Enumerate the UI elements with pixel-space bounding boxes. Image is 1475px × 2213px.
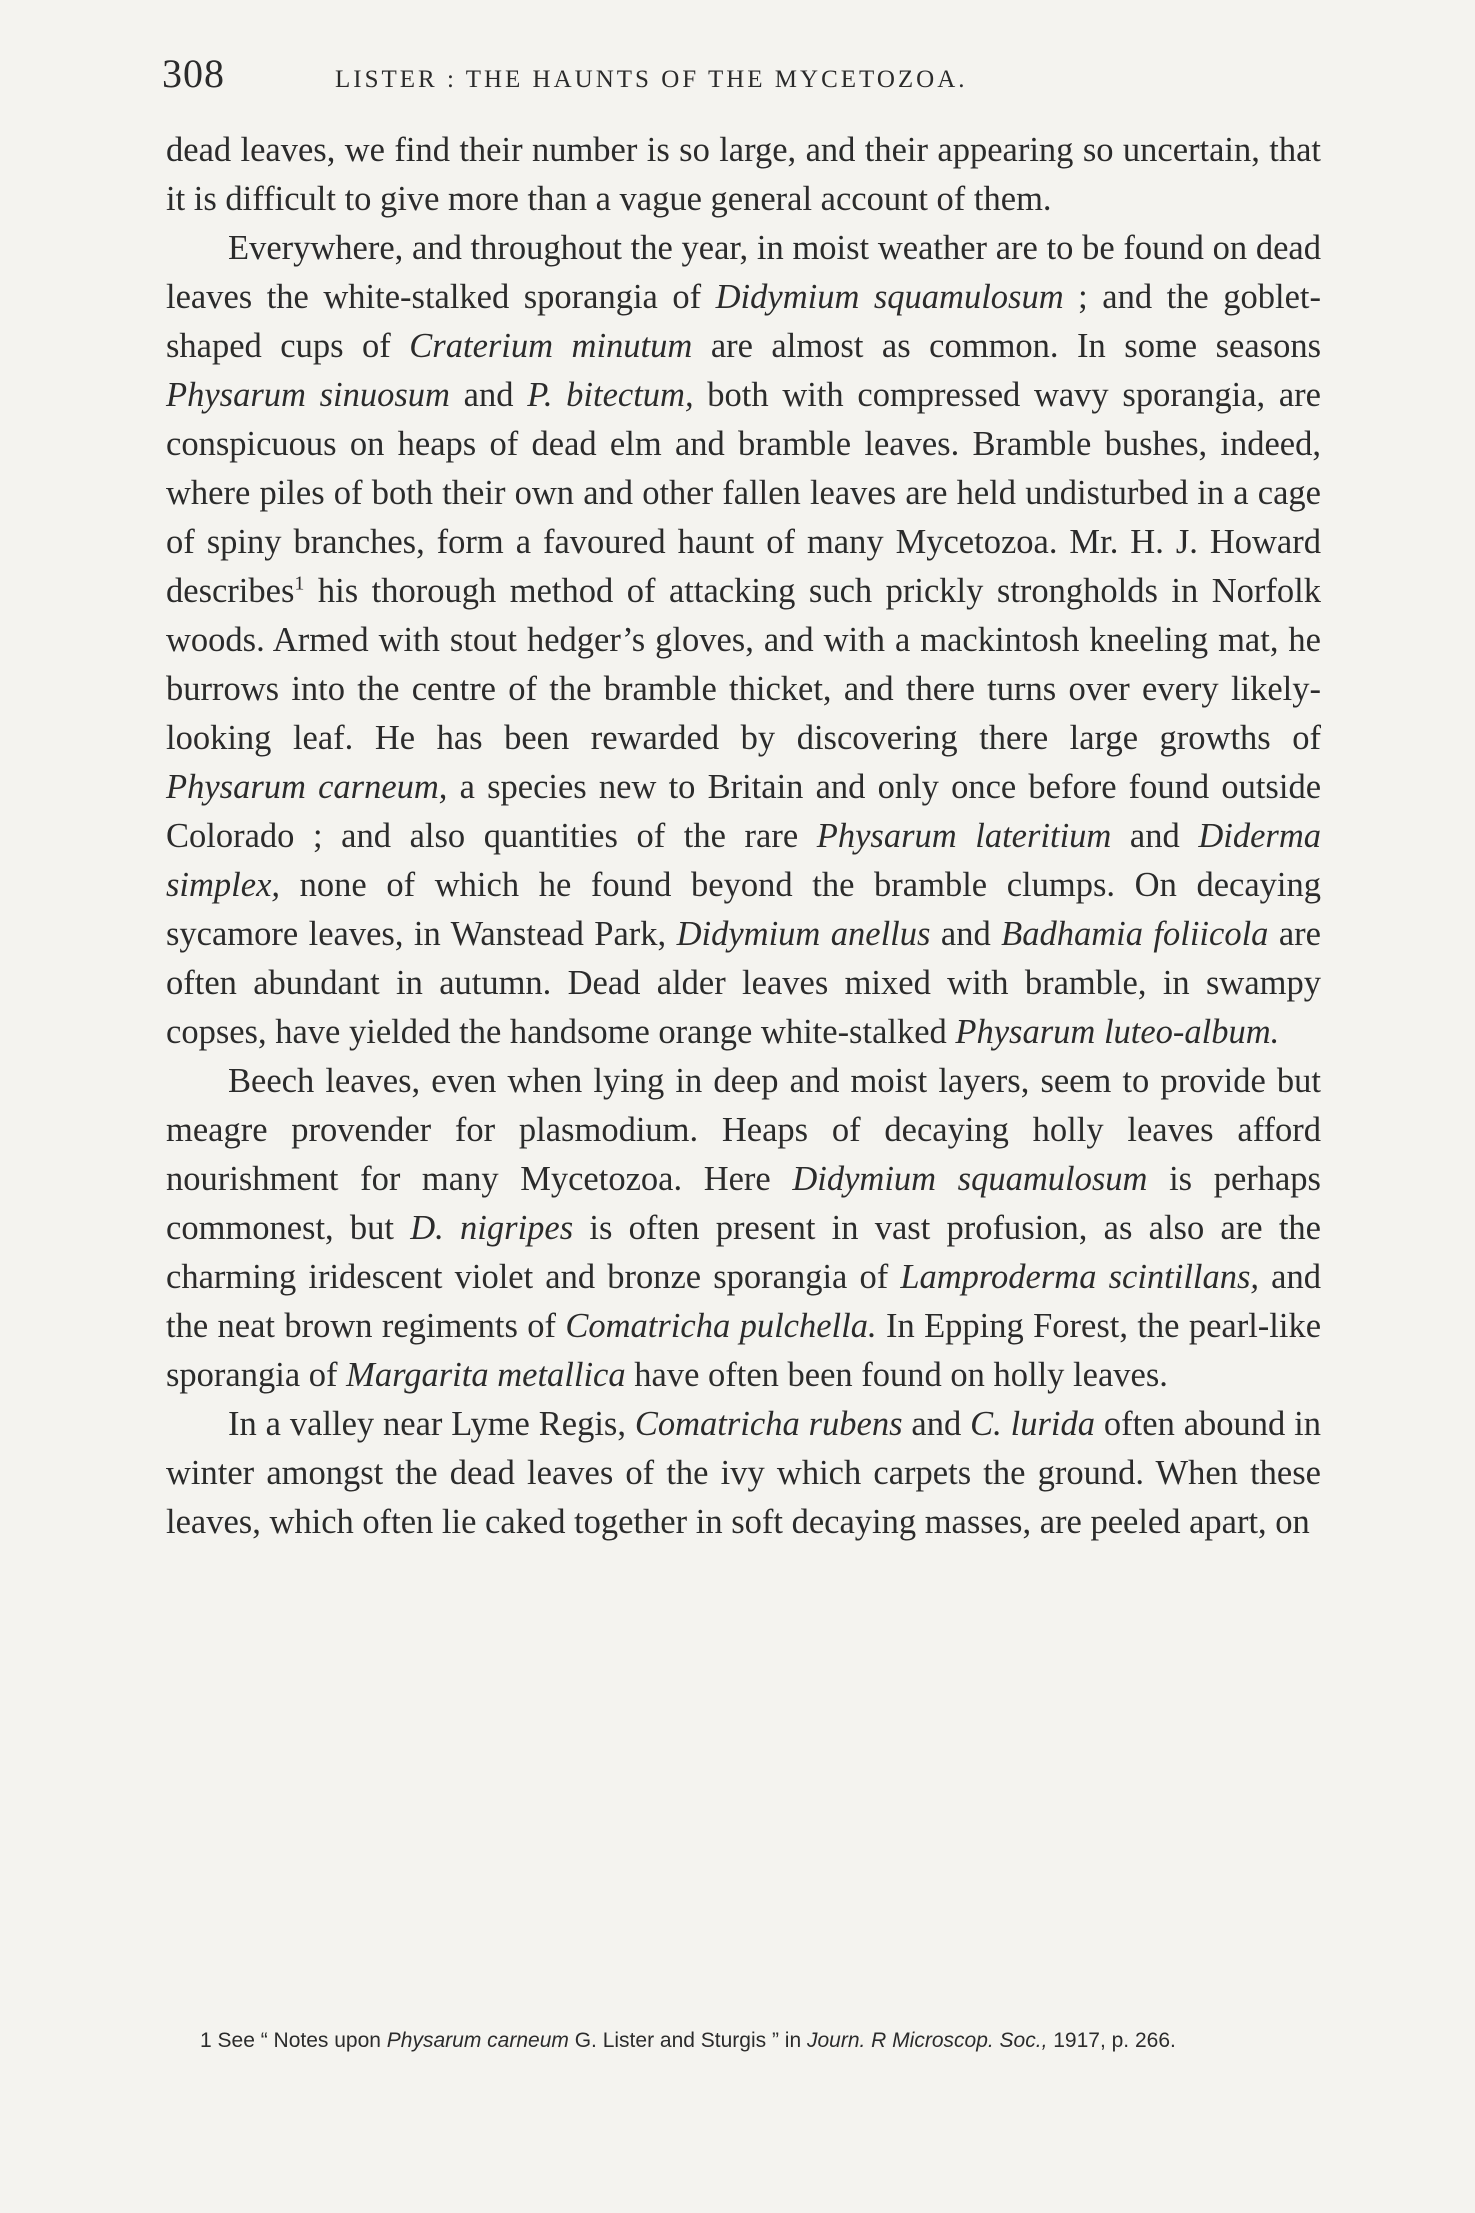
page-header [162,50,1322,110]
text-run: In Epping Forest, the pearl-like sporangia of [166,1307,1322,1394]
text-run: 1917, p. 266. [1047,2029,1176,2052]
italic-species-name: Physarum luteo-album. [955,1013,1280,1051]
footnote-number: 1 [200,2029,212,2052]
italic-species-name: Margarita metallica [346,1356,626,1394]
body-text [166,126,1321,1547]
text-run: Beech leaves, even when lying in deep and moist layers, seem to provide but meagre provender for plasmodium. Heaps of decaying holly leaves afford nourishment for many Mycetozoa. Here [166,1062,1321,1198]
text-run: have often been found on holly leaves. [625,1356,1168,1394]
italic-species-name: Physarum sinuosum [166,376,450,414]
text-run: and [930,915,1002,953]
text-run: dead leaves, we find their number is so large, and their appearing so uncertain, that it is difficult to give more than a vague general account of them. [166,131,1321,218]
italic-species-name: Physarum lateritium [816,817,1112,855]
footnote-text [212,2029,1176,2052]
italic-species-name: C. lurida [970,1405,1096,1443]
text-run: Everywhere, and throughout the year, in moist weather are to be found on dead leaves the white-stalked sporangia of [166,229,1321,316]
text-run: is perhaps commonest, but [166,1160,1321,1247]
italic-species-name: Physarum carneum, [166,768,448,806]
italic-species-name: Badhamia foliicola [1001,915,1269,953]
text-run: In a valley near Lyme Regis, [228,1405,635,1443]
text-run: his thorough method of attacking such prickly strongholds in Norfolk woods. Armed with stout hedger’s gloves, and with a mackintosh kneeling mat, he burrows into the centre of the bramble thicket, and there turns over every likely-looking leaf. He has been rewarded by discovering there large growths of [166,572,1321,757]
italic-species-name: Didymium squamulosum [792,1160,1148,1198]
italic-species-name: P. bitectum, [527,376,694,414]
footnote [166,2028,1321,2054]
italic-species-name: Craterium minutum [409,327,693,365]
paragraph [166,126,1321,224]
page-number: 308 [162,51,225,96]
text-run: are almost as common. In some seasons [692,327,1322,365]
italic-species-name: Physarum carneum [386,2029,569,2052]
text-run: and [902,1405,971,1443]
text-run: and [449,376,528,414]
text-run: See “ Notes upon [211,2029,387,2052]
italic-species-name: Didymium squamulosum [715,278,1064,316]
paragraph [166,1057,1321,1400]
text-run: a species new to Britain and only once before found outside Colorado ; and also quantities of the rare [166,768,1322,855]
text-run: is often present in vast profusion, as also are the charming iridescent violet and bronze sporangia of [166,1209,1321,1296]
text-run: G. Lister and Sturgis ” in [568,2029,807,2052]
italic-species-name: Journ. R Microscop. Soc., [806,2029,1048,2052]
text-run: are often abundant in autumn. Dead alder leaves mixed with bramble, in swampy copses, have yielded the handsome orange white-stalked [166,915,1321,1051]
text-run: and [1111,817,1199,855]
italic-species-name: Lamproderma scintillans, [900,1258,1260,1296]
italic-species-name: Diderma simplex, [166,817,1321,904]
text-run: often abound in winter amongst the dead leaves of the ivy which carpets the ground. When these leaves, which often lie caked together in soft decaying masses, are peeled apart, on [166,1405,1322,1541]
footnote-reference: 1 [294,572,305,595]
italic-species-name: Didymium anellus [676,915,931,953]
italic-species-name: D. nigripes [410,1209,574,1247]
paragraph [166,1400,1321,1547]
running-head: LISTER : THE HAUNTS OF THE MYCETOZOA. [335,66,968,93]
italic-species-name: Comatricha pulchella. [565,1307,877,1345]
text-run: both with compressed wavy sporangia, are conspicuous on heaps of dead elm and bramble leaves. Bramble bushes, indeed, where piles of both their own and other fallen leaves are held undisturbed in a cage of spiny branches, form a favoured haunt of many Mycetozoa. Mr. H. J. Howard describes [166,376,1321,610]
text-run: none of which he found beyond the bramble clumps. On decaying sycamore leaves, in Wanstead Park, [166,866,1321,953]
paragraph [166,224,1321,1057]
italic-species-name: Comatricha rubens [634,1405,903,1443]
text-run: ; and the goblet-shaped cups of [166,278,1321,365]
text-run: and the neat brown regiments of [166,1258,1321,1345]
